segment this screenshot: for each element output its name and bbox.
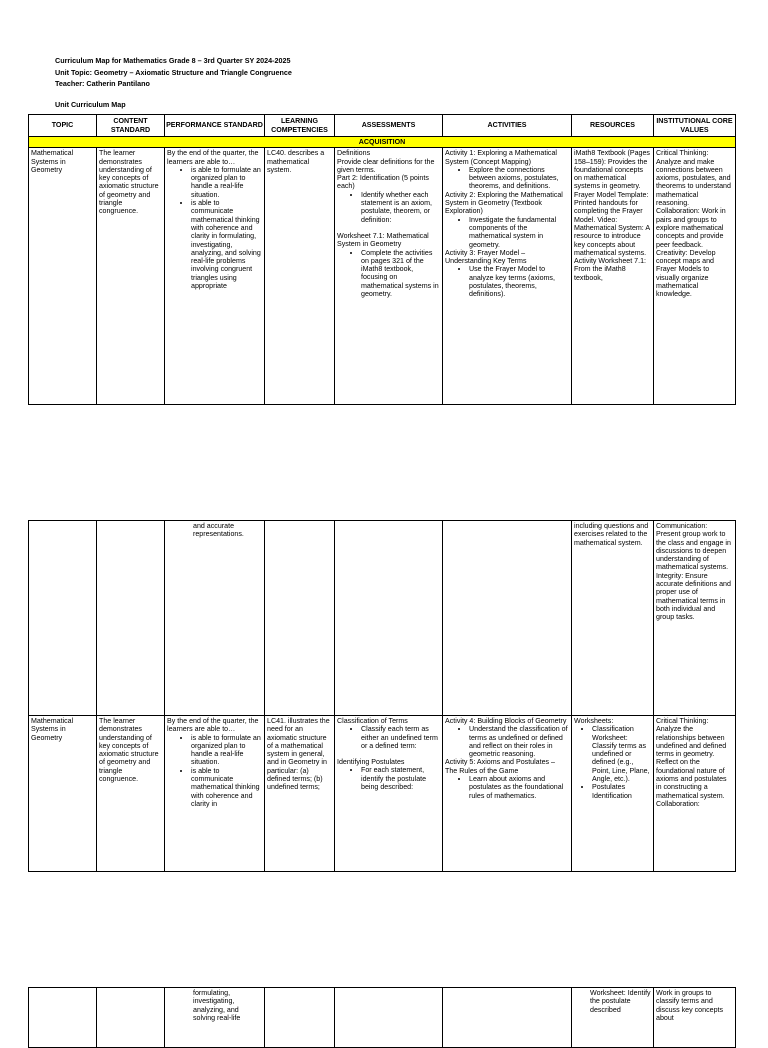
activities-cell: Activity 4: Building Blocks of Geometry • Understand the classification of terms as undefined or defined and reflect on their roles in geometric reasoning. Activity 5: Axioms and Postulates – The Rules of the Game • Learn about axioms and postulates as the foundational rules of mathematics. xyxy=(443,716,572,872)
table-row xyxy=(29,521,736,716)
header-activities: ACTIVITIES xyxy=(443,115,572,137)
list-item: • Learn about axioms and postulates as the foundational rules of mathematics. xyxy=(469,775,569,800)
performance-standard-cell: and accurate representations. xyxy=(165,521,265,716)
list-item: • For each statement, identify the postulate being described: xyxy=(361,766,440,791)
core-values-cell: Communication: Present group work to the class and engage in discussions to deepen understanding of mathematical systems. Integrity: Ensure accurate definitions and proper use of mathematical terms in both individual and group tasks. xyxy=(654,521,736,716)
core-values-cell: Critical Thinking: Analyze the relationships between undefined and defined terms in geometry. Reflect on the foundational nature of axioms and postulates in constructing a mathematical system. Collaboration: xyxy=(654,716,736,872)
header-resources: RESOURCES xyxy=(572,115,654,137)
table-row xyxy=(29,716,736,872)
list-item: • is able to communicate mathematical thinking with coherence and clarity in formulating, investigating, analyzing, and solving real-life problems involving congruent triangles using appropriate xyxy=(191,199,262,290)
curriculum-table-2 xyxy=(28,520,736,872)
core-values-cell: Critical Thinking: Analyze and make connections between axioms, postulates, and theorems to understand mathematical reasoning. Collaboration: Work in pairs and groups to explore mathematical concepts and provide peer feedback. Creativity: Develop concept maps and Frayer Models to visually organize mathematical knowledge. xyxy=(654,148,736,405)
document-header xyxy=(55,55,292,110)
table-row xyxy=(29,988,736,1048)
learning-competency-cell: LC40. describes a mathematical system. xyxy=(265,148,335,405)
stage-label: ACQUISITION xyxy=(29,137,736,148)
list-item: • Complete the activities on pages 321 of the iMath8 textbook, focusing on mathematical systems in geometry. xyxy=(361,249,440,299)
learning-competency-cell: LC41. illustrates the need for an axiomatic structure of a mathematical system in general, and in Geometry in particular: (a) defined terms; (b) undefined terms; xyxy=(265,716,335,872)
header-content-standard: CONTENT STANDARD xyxy=(97,115,165,137)
teacher-name: Teacher: Catherin Pantilano xyxy=(55,79,150,89)
resources-cell: Worksheet: Identify the postulate described xyxy=(572,988,654,1048)
resources-cell: Worksheets: • Classification Worksheet: Classify terms as undefined or defined (e.g., Point, Line, Plane, Angle, etc.). • Postulates Identification xyxy=(572,716,654,872)
topic-cell: Mathematical Systems in Geometry xyxy=(29,148,97,405)
performance-standard-cell: formulating, investigating, analyzing, and solving real-life xyxy=(165,988,265,1048)
performance-standard-cell: By the end of the quarter, the learners are able to… • is able to formulate an organized plan to handle a real-life situation. • is able to communicate mathematical thinking with coherence and clarity in xyxy=(165,716,265,872)
list-item: • Understand the classification of terms as undefined or defined and reflect on their roles in geometric reasoning. xyxy=(469,725,569,758)
list-item: • Explore the connections between axioms, postulates, theorems, and definitions. xyxy=(469,166,569,191)
curriculum-table-1 xyxy=(28,114,736,405)
column-header-row xyxy=(29,115,736,137)
header-assessments: ASSESSMENTS xyxy=(335,115,443,137)
list-item: • is able to formulate an organized plan to handle a real-life situation. xyxy=(191,166,262,199)
stage-row xyxy=(29,137,736,148)
resources-cell: iMath8 Textbook (Pages 158–159): Provides the foundational concepts on mathematical systems in geometry. Frayer Model Template: Printed handouts for completing the Frayer Model. Video: Mathematical System: A resource to introduce key concepts about mathematical systems. Activity Worksheet 7.1: From the iMath8 textbook, xyxy=(572,148,654,405)
header-performance-standard: PERFORMANCE STANDARD xyxy=(165,115,265,137)
header-learning-competencies: LEARNING COMPETENCIES xyxy=(265,115,335,137)
list-item: • is able to communicate mathematical thinking with coherence and clarity in xyxy=(191,767,262,808)
list-item: • Postulates Identification xyxy=(592,783,651,800)
core-values-cell: Work in groups to classify terms and discuss key concepts about xyxy=(654,988,736,1048)
section-heading: Unit Curriculum Map xyxy=(55,99,126,109)
list-item: • Classification Worksheet: Classify terms as undefined or defined (e.g., Point, Line, Plane, Angle, etc.). xyxy=(592,725,651,783)
topic-cell: Mathematical Systems in Geometry xyxy=(29,716,97,872)
content-standard-cell: The learner demonstrates understanding of key concepts of axiomatic structure of geometry and triangle congruence. xyxy=(97,148,165,405)
list-item: • Use the Frayer Model to analyze key terms (axioms, postulates, theorems, definitions). xyxy=(469,265,569,298)
activities-cell: Activity 1: Exploring a Mathematical System (Concept Mapping) • Explore the connections between axioms, postulates, theorems, and definitions. Activity 2: Exploring the Mathematical System in Geometry (Textbook Exploration) • Investigate the fundamental components of the mathematical system in geometry. Activity 3: Frayer Model – Understanding Key Terms • Use the Frayer Model to analyze key terms (axioms, postulates, theorems, definitions). xyxy=(443,148,572,405)
content-standard-cell: The learner demonstrates understanding of key concepts of axiomatic structure of geometry and triangle congruence. xyxy=(97,716,165,872)
performance-standard-cell: By the end of the quarter, the learners are able to… • is able to formulate an organized plan to handle a real-life situation. • is able to communicate mathematical thinking with coherence and clarity in formulating, investigating, analyzing, and solving real-life problems involving congruent triangles using appropriate xyxy=(165,148,265,405)
assessments-cell: Definitions Provide clear definitions for the given terms. Part 2: Identification (5 points each) • Identify whether each statement is an axiom, postulate, theorem, or definition: Worksheet 7.1: Mathematical System in Geometry • Complete the activities on pages 321 of the iMath8 textbook, focusing on mathematical systems in geometry. xyxy=(335,148,443,405)
list-item: • is able to formulate an organized plan to handle a real-life situation. xyxy=(191,734,262,767)
curriculum-table-3 xyxy=(28,987,736,1048)
list-item: • Classify each term as either an undefined term or a defined term: xyxy=(361,725,440,750)
header-topic: TOPIC xyxy=(29,115,97,137)
list-item: • Identify whether each statement is an axiom, postulate, theorem, or definition: xyxy=(361,191,440,224)
document-title: Curriculum Map for Mathematics Grade 8 – 3rd Quarter SY 2024-2025 xyxy=(55,56,291,65)
header-core-values: INSTITUTIONAL CORE VALUES xyxy=(654,115,736,137)
unit-topic: Unit Topic: Geometry – Axiomatic Structure and Triangle Congruence xyxy=(55,67,292,77)
assessments-cell: Classification of Terms • Classify each term as either an undefined term or a defined term: Identifying Postulates • For each statement, identify the postulate being described: xyxy=(335,716,443,872)
list-item: • Investigate the fundamental components of the mathematical system in geometry. xyxy=(469,216,569,249)
table-row xyxy=(29,148,736,405)
resources-cell: including questions and exercises related to the mathematical system. xyxy=(572,521,654,716)
